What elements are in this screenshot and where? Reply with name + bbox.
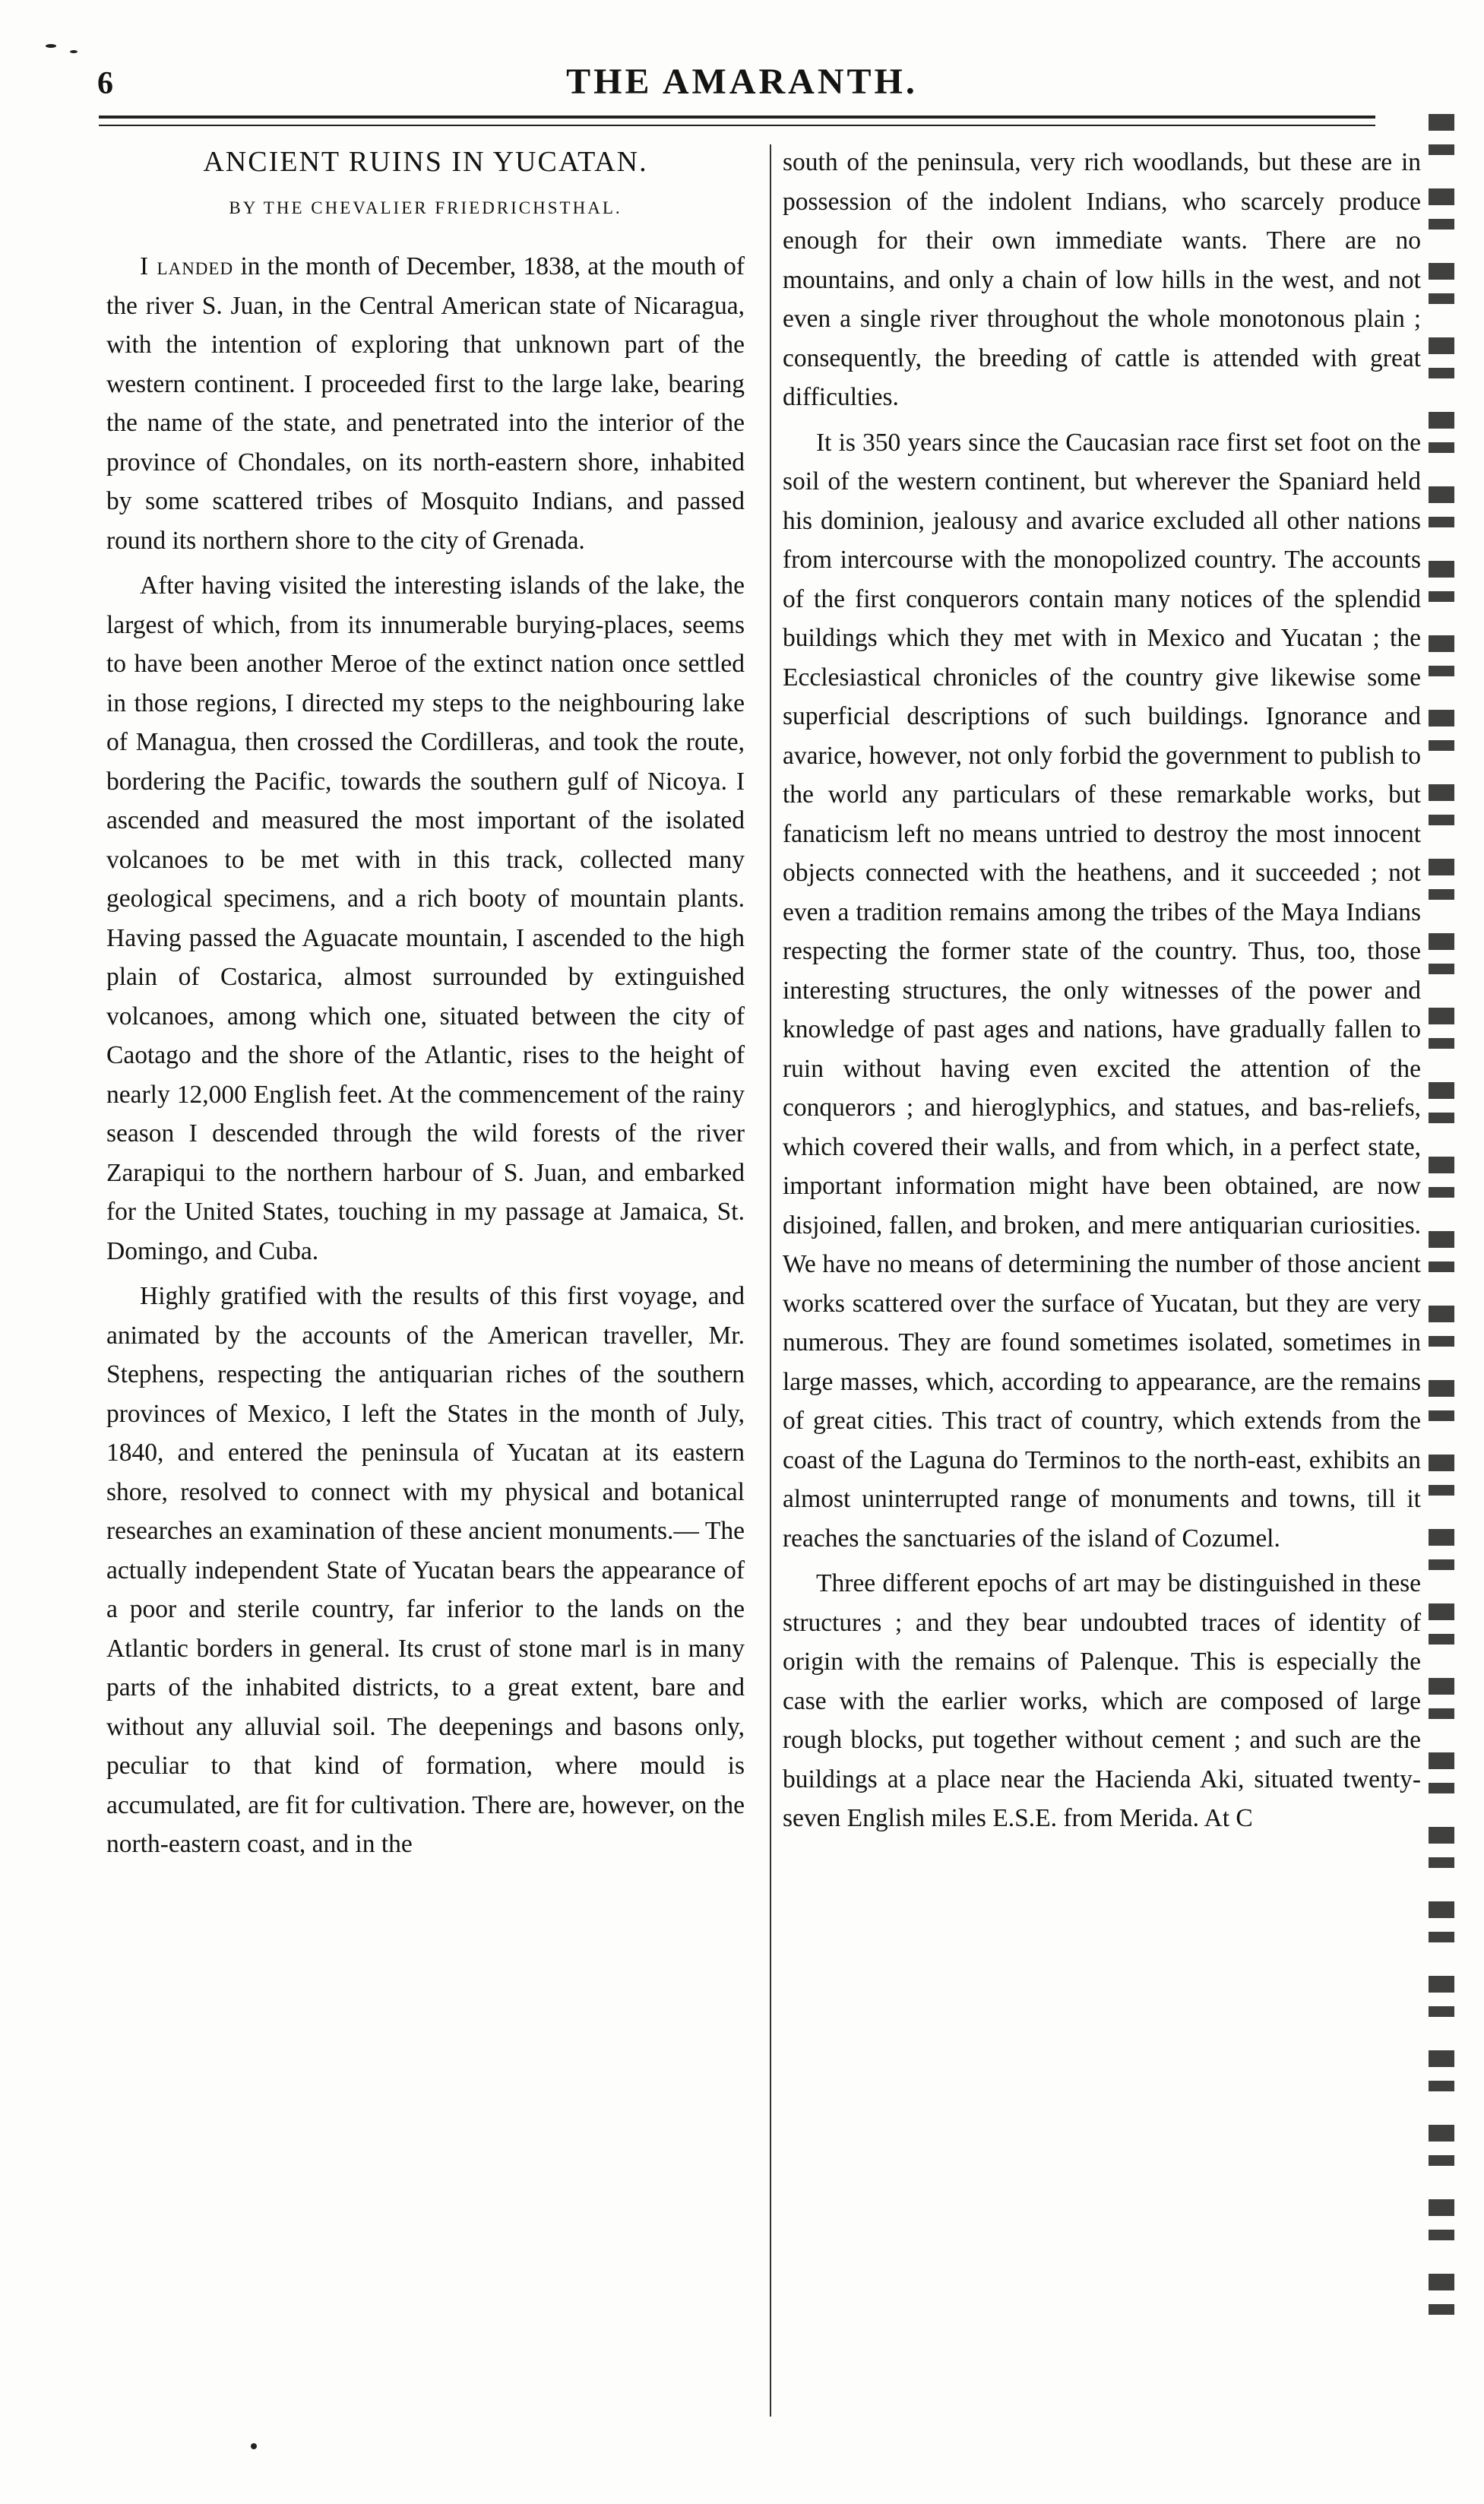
paragraph-2: After having visited the interesting islands of the lake, the largest of which, from its innumerable burying-places, seems to have been another Meroe of the extinct nation once settled in those regions, I directed my steps to the neighbouring lake of Managua, then crossed the Cordilleras, and took the route, bordering the Pacific, towards the southern gulf of Nicoya. I ascended and measured the most important of the isolated volcanoes to be met with in this track, collected many geological specimens, and a rich booty of mountain plants. Having passed the Aguacate mountain, I ascended to the high plain of Costarica, almost surrounded by extinguished volcanoes, among which one, situated between the city of Caotago and the shore of the Atlantic, rises to the height of nearly 12,000 English feet. At the commencement of the rainy season I descended through the wild forests of the river Zarapiqui to the northern harbour of S. Juan, and embarked for the United States, touching in my passage at Jamaica, St. Domingo, and Cuba. bbox=[106, 571, 745, 1265]
paragraph-1-text: in the month of December, 1838, at the mouth of the river S. Juan, in the Central American state of Nicaragua, with the intention of exploring that unknown part of the western continent. I proceeded first to the large lake, bearing the name of the state, and penetrated into the interior of the province of Chondales, on its north-eastern shore, inhabited by some scattered tribes of Mosquito Indians, and passed round its northern shore to the city of Grenada. bbox=[106, 252, 745, 555]
lead-in-text: I landed bbox=[140, 252, 234, 280]
header-rule-thick bbox=[99, 116, 1375, 119]
paragraph-3-continuation: south of the peninsula, very rich woodlands, but these are in possession of the indolent Indians, who scarcely produce enough for their own immediate wants. There are no mountains, and only a chain of low hills in the west, and not even a single river throughout the whole monotonous plain ; consequently, the breeding of cattle is attended with great difficulties. bbox=[783, 148, 1421, 411]
header-rule-thin bbox=[99, 125, 1375, 126]
article-byline: BY THE CHEVALIER FRIEDRICHSTHAL. bbox=[229, 198, 622, 217]
right-column bbox=[783, 143, 1421, 1844]
ink-speck bbox=[251, 2443, 257, 2449]
page-number: 6 bbox=[97, 66, 113, 101]
ink-speck bbox=[46, 44, 56, 48]
left-column bbox=[106, 143, 745, 1870]
paragraph-1 bbox=[106, 247, 745, 560]
column-divider bbox=[770, 144, 771, 2417]
article-title: ANCIENT RUINS IN YUCATAN. bbox=[203, 146, 648, 178]
binding-edge-shadow bbox=[1429, 114, 1454, 2348]
paragraph-3: Highly gratified with the results of this first voyage, and animated by the accounts of the American traveller, Mr. Stephens, respecting the antiquarian riches of the southern provinces of Mexico, I left the States in the month of July, 1840, and entered the peninsula of Yucatan at its eastern shore, resolved to connect with my physical and botanical researches an examination of these ancient monuments.— The actually independent State of Yucatan bears the appearance of a poor and sterile country, far inferior to the lands on the Atlantic borders in general. Its crust of stone marl is in many parts of the inhabited districts, to a great extent, bare and without any alluvial soil. The deepenings and basons only, peculiar to that kind of formation, where mould is accumulated, are fit for cultivation. There are, however, on the north-eastern coast, and in the bbox=[106, 1282, 745, 1858]
paragraph-4: It is 350 years since the Caucasian race first set foot on the soil of the western continent, but wherever the Spaniard held his dominion, jealousy and avarice excluded all other nations from intercourse with the monopolized country. The accounts of the first conquerors contain many notices of the splendid buildings which they met with in Mexico and Yucatan ; the Ecclesiastical chronicles of the country give likewise some superficial descriptions of such buildings. Ignorance and avarice, however, not only forbid the government to publish to the world any particulars of these remarkable works, but fanaticism left no means untried to destroy the most innocent objects connected with the heathens, and it succeeded ; not even a tradition remains among the tribes of the Maya Indians respecting the former state of the country. Thus, too, those interesting structures, the only witnesses of the power and knowledge of past ages and nations, have gradually fallen to ruin without having even excited the attention of the conquerors ; and hieroglyphics, and statues, and bas-reliefs, which covered their walls, and from which, in a perfect state, important information might have been obtained, are now disjoined, fallen, and broken, and mere antiquarian curiosities. We have no means of determining the number of those ancient works scattered over the surface of Yucatan, but they are very numerous. They are found sometimes isolated, sometimes in large masses, which, according to appearance, are the remains of great cities. This tract of country, which extends from the coast of the Laguna do Terminos to the north-east, exhibits an almost uninterrupted range of monuments and towns, till it reaches the sanctuaries of the island of Cozumel. bbox=[783, 428, 1421, 1553]
ink-speck bbox=[70, 50, 78, 53]
paragraph-5: Three different epochs of art may be distinguished in these structures ; and they bear undoubted traces of identity of origin with the remains of Palenque. This is especially the case with the earlier works, which are composed of large rough blocks, put together without cement ; and such are the buildings at a place near the Hacienda Aki, situated twenty-seven English miles E.S.E. from Merida. At C bbox=[783, 1569, 1421, 1832]
running-title: THE AMARANTH. bbox=[566, 62, 918, 102]
